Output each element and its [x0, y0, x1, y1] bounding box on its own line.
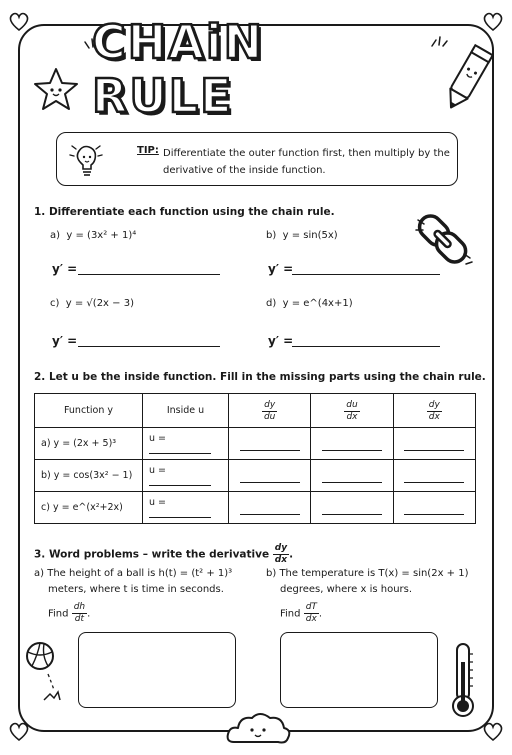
answer-label: y′ =: [268, 262, 294, 276]
heart-icon: [482, 722, 504, 742]
chain-rule-table: [34, 393, 476, 524]
section1-heading: 1. Differentiate each function using the chain rule.: [34, 206, 335, 218]
section2-heading: 2. Let u be the inside function. Fill in the missing parts using the chain rule.: [34, 371, 486, 383]
function-a: y = (3x² + 1)⁴: [66, 230, 137, 241]
tip-text: Differentiate the outer function first, then multiply by the derivative of the inside function.: [163, 148, 450, 176]
row-inside[interactable]: u =: [143, 460, 229, 492]
page-title: CHAiN RULE: [92, 15, 265, 123]
row-function: c) y = e^(x²+2x): [35, 492, 143, 524]
row-cell[interactable]: [393, 428, 475, 460]
col-du-dx: $\frac{du}{dx}$: [311, 394, 393, 428]
table-row: [35, 492, 476, 524]
answer-line[interactable]: [292, 346, 440, 347]
cloud-mascot-icon: [224, 708, 292, 748]
col-function: Function y: [35, 394, 143, 428]
pencil-mascot-icon: [440, 40, 496, 116]
table-header-row: [35, 394, 476, 428]
answer-line[interactable]: [292, 274, 440, 275]
section3-heading: 3. Word problems – write the derivative $\frac{dy}{dx}$ .: [34, 543, 294, 565]
answer-box-a[interactable]: [78, 632, 236, 708]
row-cell[interactable]: [229, 492, 311, 524]
chain-link-icon: [414, 208, 474, 270]
lightbulb-icon: [67, 141, 107, 185]
col-inside: Inside u: [143, 394, 229, 428]
word-problem-a: a) The height of a ball is h(t) = (t² + 1)³ meters, where t is time in seconds. Find $\frac{dh}{dt}$ .: [34, 568, 233, 624]
tip-box: [56, 132, 458, 186]
answer-label: y′ =: [52, 334, 78, 348]
item-letter: b): [266, 230, 277, 241]
row-inside[interactable]: u =: [143, 492, 229, 524]
thermometer-icon: [446, 640, 480, 720]
row-function: b) y = cos(3x² − 1): [35, 460, 143, 492]
answer-label: y′ =: [52, 262, 78, 276]
answer-label: y′ =: [268, 334, 294, 348]
row-function: a) y = (2x + 5)³: [35, 428, 143, 460]
row-cell[interactable]: [311, 460, 393, 492]
row-cell[interactable]: [311, 428, 393, 460]
col-dy-du: $\frac{dy}{du}$: [229, 394, 311, 428]
function-d: y = e^(4x+1): [282, 298, 353, 309]
row-inside[interactable]: u =: [143, 428, 229, 460]
function-b: y = sin(5x): [282, 230, 338, 241]
function-c: y = √(2x − 3): [65, 298, 134, 309]
heart-icon: [482, 12, 504, 32]
answer-line[interactable]: [78, 274, 220, 275]
table-row: [35, 428, 476, 460]
heart-icon: [8, 722, 30, 742]
table-row: [35, 460, 476, 492]
row-cell[interactable]: [393, 492, 475, 524]
row-cell[interactable]: [311, 492, 393, 524]
heart-icon: [8, 12, 30, 32]
item-letter: d): [266, 298, 277, 309]
col-dy-dx: $\frac{dy}{dx}$: [393, 394, 475, 428]
tip-label: TIP:: [137, 145, 159, 156]
row-cell[interactable]: [229, 428, 311, 460]
row-cell[interactable]: [229, 460, 311, 492]
answer-box-b[interactable]: [280, 632, 438, 708]
row-cell[interactable]: [393, 460, 475, 492]
item-letter: a): [50, 230, 61, 241]
word-problem-b: b) The temperature is T(x) = sin(2x + 1) degrees, where x is hours. Find $\frac{dT}{dx}$ .: [266, 568, 469, 624]
smiling-star-icon: [30, 66, 82, 112]
ball-icon: [20, 640, 68, 708]
item-letter: c): [50, 298, 60, 309]
answer-line[interactable]: [78, 346, 220, 347]
